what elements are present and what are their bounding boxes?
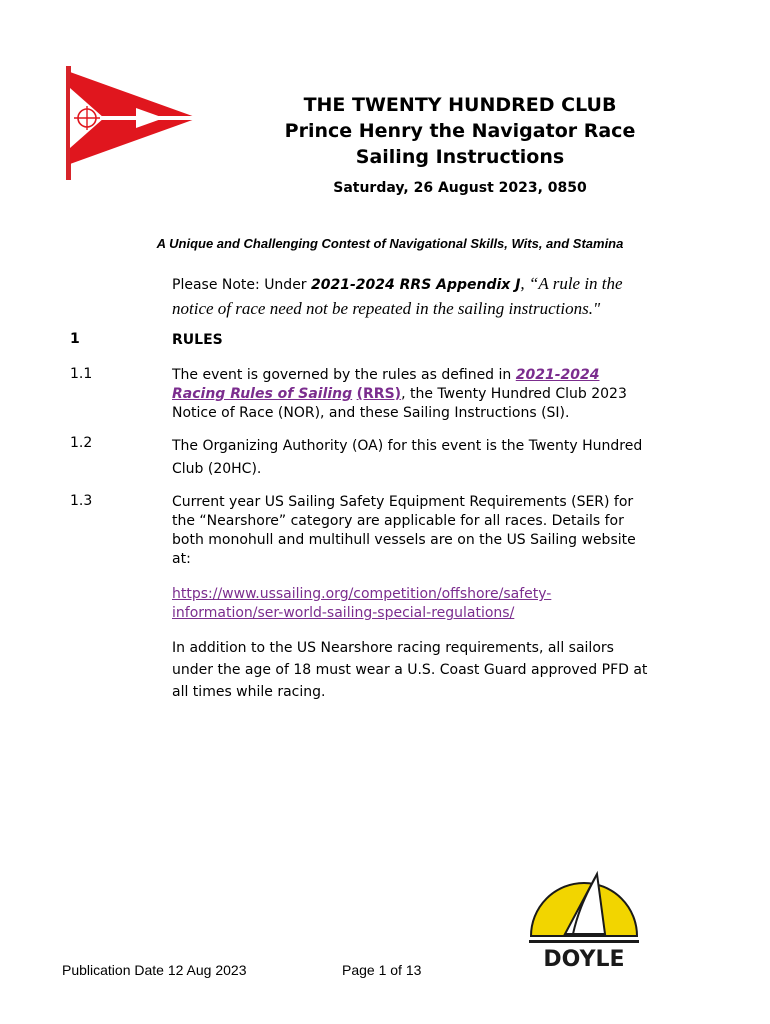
clause-text: , the Twenty Hundred Club 2023 <box>401 386 627 402</box>
doyle-logo <box>525 870 643 972</box>
clause-text: at: <box>172 551 191 567</box>
club-title: THE TWENTY HUNDRED CLUB <box>303 94 617 116</box>
clause-text: Notice of Race (NOR), and these Sailing Instructions (SI). <box>172 405 570 421</box>
clause-number: 1.3 <box>70 493 93 509</box>
clause-text: The event is governed by the rules as defined in <box>172 367 516 383</box>
rrs-abbrev-link[interactable]: (RRS) <box>356 386 402 402</box>
logo-wordmark: DOYLE <box>543 947 625 972</box>
note-quote-line1: , “A rule in the <box>520 274 623 293</box>
title-block <box>230 92 690 196</box>
note-prefix: Please Note: Under <box>172 277 312 293</box>
clause-text: all times while racing. <box>172 684 326 700</box>
section-number: 1 <box>70 331 80 347</box>
clause-text: the “Nearshore” category are applicable for all races. Details for <box>172 513 624 529</box>
tagline: A Unique and Challenging Contest of Navigational Skills, Wits, and Stamina <box>156 236 624 251</box>
clause-text: In addition to the US Nearshore racing requirements, all sailors <box>172 640 614 656</box>
clause-number: 1.2 <box>70 435 93 451</box>
url-line[interactable]: information/ser-world-sailing-special-regulations/ <box>172 605 515 621</box>
document-title: Sailing Instructions <box>355 146 565 168</box>
clause-1-3-extra <box>172 637 702 703</box>
appendix-note <box>172 272 712 322</box>
clause-1-2 <box>172 435 702 481</box>
page-number: Page 1 of 13 <box>342 962 422 978</box>
clause-text: under the age of 18 must wear a U.S. Coast Guard approved PFD at <box>172 662 648 678</box>
clause-text: Current year US Sailing Safety Equipment Requirements (SER) for <box>172 494 634 510</box>
rrs-title-link[interactable]: Racing Rules of Sailing <box>172 386 353 402</box>
rrs-year-link[interactable]: 2021-2024 <box>515 367 600 383</box>
url-line[interactable]: https://www.ussailing.org/competition/offshore/safety- <box>172 586 552 602</box>
note-quote-line2: notice of race need not be repeated in the sailing instructions." <box>172 299 601 318</box>
section-heading: RULES <box>172 332 223 348</box>
ussailing-link[interactable] <box>172 585 702 623</box>
clause-1-3 <box>172 493 702 569</box>
clause-text: The Organizing Authority (OA) for this event is the Twenty Hundred <box>172 438 643 454</box>
note-reference: 2021-2024 RRS Appendix J <box>311 277 521 293</box>
publication-date: Publication Date 12 Aug 2023 <box>62 962 247 978</box>
clause-text: both monohull and multihull vessels are on the US Sailing website <box>172 532 636 548</box>
club-burgee-logo <box>66 66 202 180</box>
race-title: Prince Henry the Navigator Race <box>284 120 636 142</box>
race-date: Saturday, 26 August 2023, 0850 <box>333 180 587 196</box>
clause-text: Club (20HC). <box>172 461 262 477</box>
clause-1-1 <box>172 366 702 423</box>
clause-number: 1.1 <box>70 366 93 382</box>
